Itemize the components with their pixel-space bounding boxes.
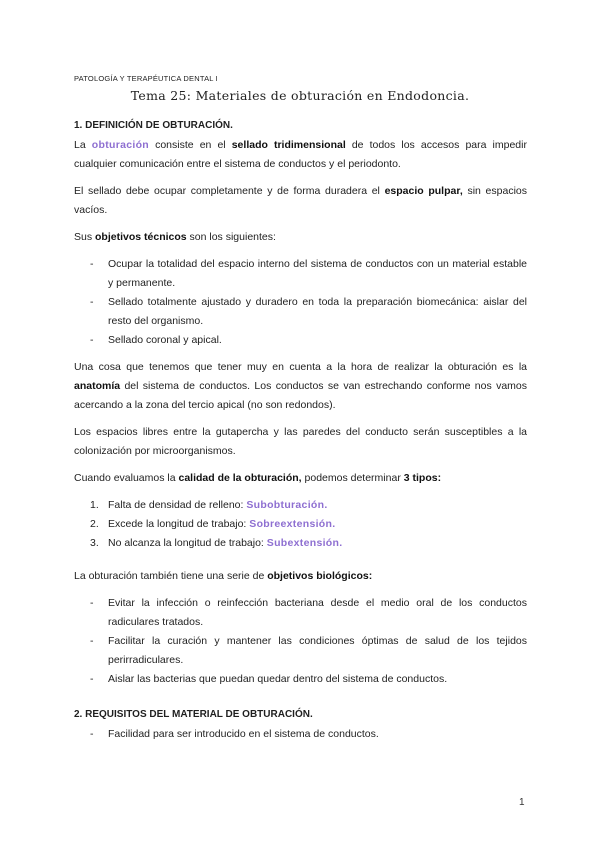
list-item-text: Sellado coronal y apical. <box>108 334 222 346</box>
paragraph-biologicos-intro <box>74 567 527 586</box>
bullet-dash: - <box>90 635 94 647</box>
list-item <box>74 515 527 534</box>
biological-objectives-list <box>74 594 527 689</box>
list-item <box>74 670 527 689</box>
list-item <box>74 725 527 744</box>
section-heading-1: 1. DEFINICIÓN DE OBTURACIÓN. <box>74 120 233 131</box>
list-item <box>74 255 527 293</box>
keyword-calidad: calidad de la obturación, <box>178 472 302 484</box>
requirements-list <box>74 725 527 744</box>
list-item <box>74 496 527 515</box>
text: consiste en el <box>149 139 232 151</box>
bullet-dash: - <box>90 296 94 308</box>
paragraph-objetivos-intro <box>74 228 527 247</box>
running-header: PATOLOGÍA Y TERAPÉUTICA DENTAL I <box>74 74 218 83</box>
keyword-espacio-pulpar: espacio pulpar, <box>384 185 463 197</box>
keyword-objetivos-tecnicos: objetivos técnicos <box>95 231 187 243</box>
obturation-types-list <box>74 496 527 553</box>
text: La <box>74 139 92 151</box>
keyword-anatomia: anatomía <box>74 380 121 392</box>
text: La obturación también tiene una serie de <box>74 570 268 582</box>
text: del sistema de conductos. Los conductos se van estrechando conforme nos vamos acercando a la zona del tercio apical (no son redondos). <box>74 380 527 411</box>
text: sin espacios vacíos. <box>74 185 527 216</box>
document-body <box>74 116 527 752</box>
list-item-text: Falta de densidad de relleno: <box>108 499 247 511</box>
text: son los siguientes: <box>186 231 276 243</box>
list-item-text: Facilidad para ser introducido en el sistema de conductos. <box>108 728 379 740</box>
page-number: 1 <box>519 797 525 808</box>
list-item-text: Aislar las bacterias que puedan quedar dentro del sistema de conductos. <box>108 673 448 685</box>
keyword-type: Subextensión. <box>266 537 343 549</box>
keyword-type: Sobreextensión. <box>249 518 336 530</box>
list-item-text: Ocupar la totalidad del espacio interno del sistema de conductos con un material estable y permanente. <box>108 258 527 289</box>
paragraph-definition <box>74 136 527 174</box>
list-item-text: Evitar la infección o reinfección bacteriana desde el medio oral de los conductos radiculares tratados. <box>108 597 527 628</box>
list-item <box>74 293 527 331</box>
list-item <box>74 632 527 670</box>
paragraph-espacios-libres: Los espacios libres entre la gutapercha y las paredes del conducto serán susceptibles a la colonización por microorganismos. <box>74 426 527 457</box>
text: El sellado debe ocupar completamente y de forma duradera el <box>74 185 385 197</box>
paragraph-calidad <box>74 469 527 488</box>
list-item <box>74 594 527 632</box>
list-number: 2. <box>90 518 99 530</box>
page-title: Tema 25: Materiales de obturación en Endodoncia. <box>130 88 470 103</box>
paragraph-anatomia <box>74 358 527 415</box>
text: de todos los accesos para impedir cualquier comunicación entre el sistema de conductos y el periodonto. <box>74 139 527 170</box>
text: Una cosa que tenemos que tener muy en cuenta a la hora de realizar la obturación es la <box>74 361 527 373</box>
keyword-objetivos-biologicos: objetivos biológicos: <box>267 570 373 582</box>
bullet-dash: - <box>90 597 94 609</box>
list-item-text: Facilitar la curación y mantener las condiciones óptimas de salud de los tejidos perirradiculares. <box>108 635 527 666</box>
bullet-dash: - <box>90 673 94 685</box>
list-number: 3. <box>90 537 99 549</box>
list-number: 1. <box>90 499 99 511</box>
bullet-dash: - <box>90 728 94 740</box>
section-heading-2: 2. REQUISITOS DEL MATERIAL DE OBTURACIÓN. <box>74 709 313 720</box>
text: Cuando evaluamos la <box>74 472 179 484</box>
list-item <box>74 331 527 350</box>
bullet-dash: - <box>90 334 94 346</box>
bullet-dash: - <box>90 258 94 270</box>
list-item-text: No alcanza la longitud de trabajo: <box>108 537 267 549</box>
technical-objectives-list <box>74 255 527 350</box>
list-item-text: Excede la longitud de trabajo: <box>108 518 250 530</box>
list-item-text: Sellado totalmente ajustado y duradero en toda la preparación biomecánica: aislar del resto del organismo. <box>108 296 527 327</box>
text: podemos determinar <box>301 472 404 484</box>
list-item <box>74 534 527 553</box>
keyword-sellado: sellado tridimensional <box>231 139 346 151</box>
keyword-obturacion: obturación <box>91 139 150 151</box>
text: Sus <box>74 231 96 243</box>
paragraph-sellado <box>74 182 527 220</box>
keyword-type: Subobturación. <box>246 499 328 511</box>
keyword-3-tipos: 3 tipos: <box>403 472 442 484</box>
